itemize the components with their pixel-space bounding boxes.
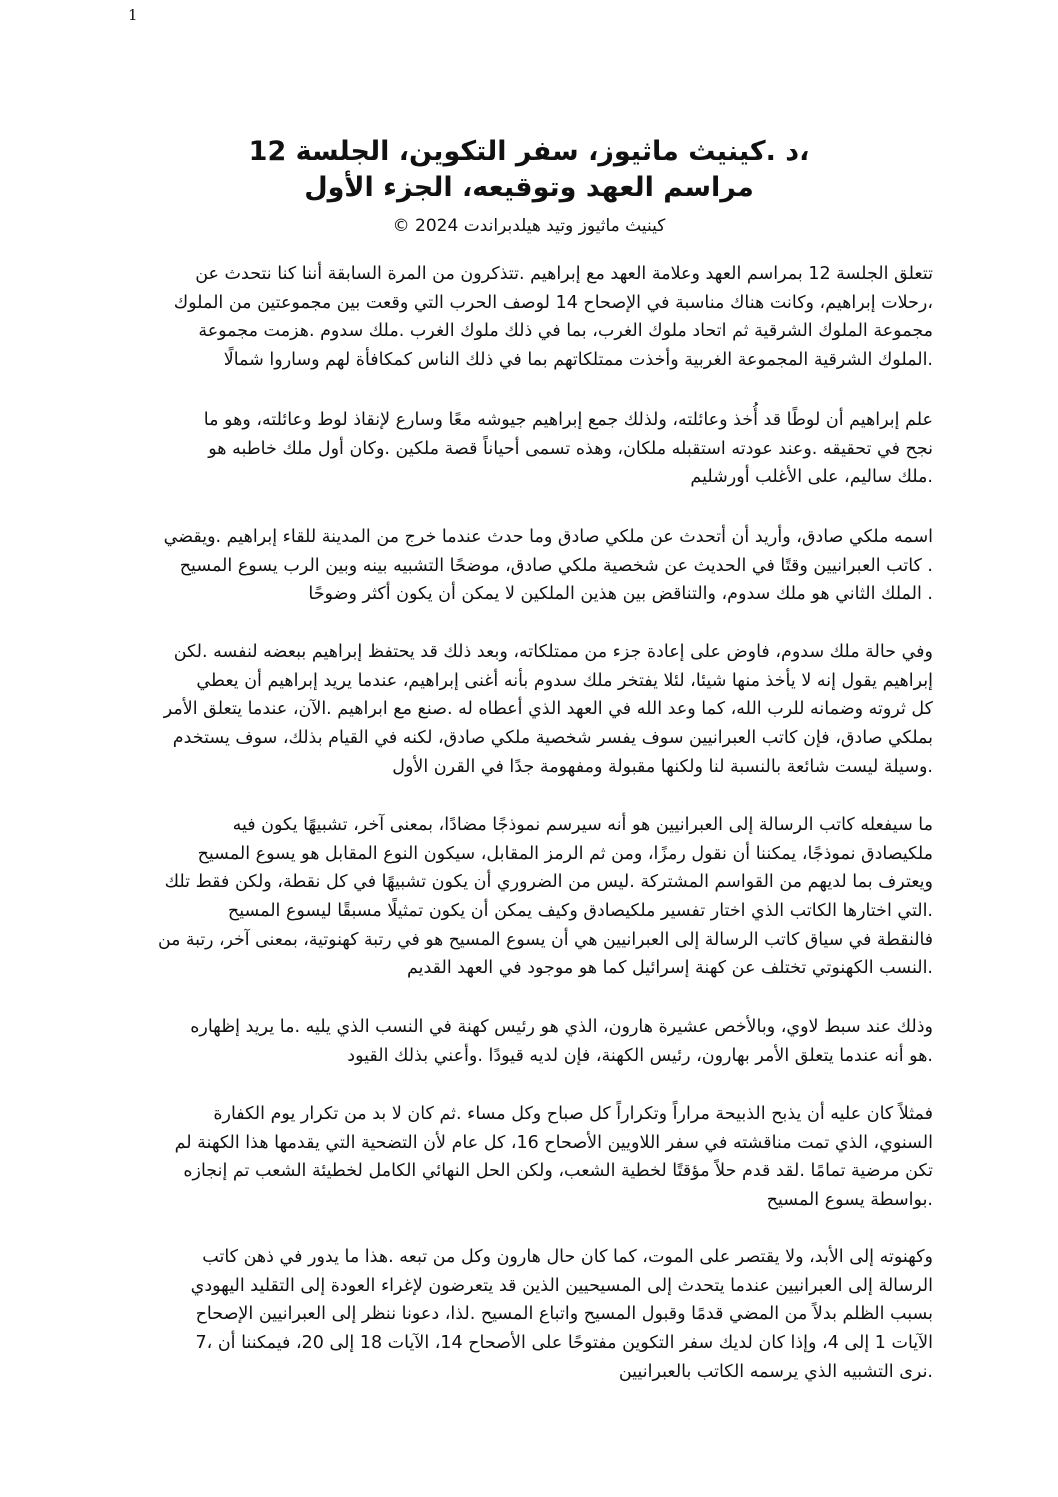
text-line-content: إبراهيم يقول إنه لا يأخذ منها شيئا، لئلا يفتخر ملك سدوم بأنه أغنى إبراهيم، عندما يريد إبراهيم أن يعطي [196,670,933,691]
title-line-2: مراسم العهد وتوقيعه، الجزء الأول [304,172,754,203]
text-line [158,667,933,696]
text-line [158,868,933,897]
text-line-content: وكهنوته إلى الأبد، ولا يقتصر على الموت، كما كان حال هارون وكل من تبعه .هذا ما يدور في ذهن كاتب [202,1247,933,1267]
text-line-content: .التي اختارها الكاتب الذي اختار تفسير ملكيصادق وكيف يمكن أن يكون تمثيلًا مسبقًا ليسوع المسيح [227,901,933,922]
text-line [158,1300,933,1329]
text-line [158,435,933,464]
text-line [158,406,933,435]
text-line-content: بملكي صادق، فإن كاتب العبرانيين سوف يفسر شخصية ملكي صادق، لكنه في القيام بذلك، سوف يستخدم [172,728,933,749]
text-line-content: السنوي، الذي تمت مناقشته في سفر اللاويين الأصحاح 16، كل عام لأن التضحية التي يقدمها هذا الكهنة لم [174,1132,933,1153]
text-line-content: .نرى التشبيه الذي يرسمه الكاتب بالعبرانيين [618,1361,933,1382]
text-line-content: بسبب الظلم بدلاً من المضي قدمًا وقبول المسيح واتباع المسيح .لذا، دعونا ننظر إلى العبرانيين الإصحاح [195,1304,933,1325]
paragraph [158,406,933,492]
text-line [158,897,933,926]
text-line-content: وفي حالة ملك سدوم، فاوض على إعادة جزء من ممتلكاته، وبعد ذلك قد يحتفظ إبراهيم ببعضه لنفسه .لكن [173,642,933,662]
text-line [158,1157,933,1186]
text-line-content: فمثلاً كان عليه أن يذبح الذبيحة مراراً وتكراراً كل صباح وكل مساء .ثم كان لا بد من تكرار يوم الكفارة [213,1104,933,1124]
text-line [158,523,933,552]
paragraph [158,1243,933,1386]
text-line-content: .هو أنه عندما يتعلق الأمر بهارون، رئيس الكهنة، فإن لديه قيودًا .وأعني بذلك القيود [347,1045,933,1066]
text-line-content: .بواسطة يسوع المسيح [766,1190,933,1211]
paragraph [158,523,933,609]
text-line [158,289,933,318]
text-line [158,1272,933,1301]
text-line-content: ،رحلات إبراهيم، وكانت هناك مناسبة في الإصحاح 14 لوصف الحرب التي وقعت بين مجموعتين من الملوك [173,292,933,313]
text-line [158,346,933,375]
copyright-line: كينيث ماثيوز وتيد هيلدبراندت 2024 © [392,216,666,236]
paragraph [158,1013,933,1070]
text-line-content: . كاتب العبرانيين وقتًا في الحديث عن شخصية ملكي صادق، موضحًا التشبيه بينه وبين الرب يسوع المسيح [179,555,933,576]
text-line [158,840,933,869]
text-line [158,811,933,840]
text-line [158,954,933,983]
paragraph [158,1100,933,1215]
text-line [158,926,934,955]
text-line-content: . الملك الثاني هو ملك سدوم، والتناقض بين هذين الملكين لا يمكن أن يكون أكثر وضوحًا [308,584,933,605]
text-line-content: .وسيلة ليست شائعة بالنسبة لنا ولكنها مقبولة ومفهومة جدًا في القرن الأول [392,756,933,777]
text-line [158,1013,933,1042]
text-line [158,463,933,492]
text-line [158,1243,933,1272]
text-line [158,638,933,667]
text-line-content: .الملوك الشرقية المجموعة الغربية وأخذت ممتلكاتهم بما في ذلك الناس كمكافأة لهم وساروا شمالًا [223,350,933,371]
text-line-content: اسمه ملكي صادق، وأريد أن أتحدث عن ملكي صادق وما حدث عندما خرج من المدينة للقاء إبراهيم .ويقضي [163,527,933,547]
text-line [158,1186,933,1215]
text-line-content: .ملك ساليم، على الأغلب أورشليم [690,467,933,488]
text-line [158,552,933,581]
text-line-content: فالنقطة في سياق كاتب الرسالة إلى العبرانيين هي أن يسوع المسيح هو في رتبة كهنوتية، بمعنى آخر، رتبة من [158,929,934,950]
text-line [158,317,933,346]
text-line [158,580,933,609]
text-line-content: كل ثروته وضمانه للرب الله، كما وعد الله في العهد الذي أعطاه له .صنع مع ابراهيم .الآن، عندما يتعلق الأمر [163,699,933,720]
text-line [158,695,933,724]
text-line [158,1329,933,1358]
text-line-content: مجموعة الملوك الشرقية ثم اتحاد ملوك الغرب، بما في ذلك ملوك الغرب .ملك سدوم .هزمت مجموعة [198,321,933,342]
paragraph [158,638,933,781]
paragraph [158,811,933,983]
text-line-content: ما سيفعله كاتب الرسالة إلى العبرانيين هو أنه سيرسم نموذجًا مضادًا، بمعنى آخر، تشبيهًا يكون فيه [232,815,933,835]
text-line [158,724,933,753]
text-line [158,1100,933,1129]
text-line [158,260,933,289]
text-line [158,753,933,782]
text-line-content: .النسب الكهنوتي تختلف عن كهنة إسرائيل كما هو موجود في العهد القديم [406,958,933,979]
text-line [158,1358,933,1387]
text-line-content: ويعترف بما لديهم من القواسم المشتركة .ليس من الضروري أن يكون تشبيهًا في كل نقطة، ولكن فقط تلك [164,872,933,893]
text-line [158,1042,933,1071]
text-line-content: علم إبراهيم أن لوطًا قد أُخذ وعائلته، ولذلك جمع إبراهيم جيوشه معًا وسارع لإنقاذ لوط وعائلته، وهو ما [203,410,933,430]
paragraph [158,260,933,375]
text-line-content: نجح في تحقيقه .وعند عودته استقبله ملكان، وهذه تسمى أحياناً قصة ملكين .وكان أول ملك خاطبه هو [208,438,933,459]
text-line-content: الآيات 1 إلى 4، وإذا كان لديك سفر التكوين مفتوحًا على الأصحاح 14، الآيات 18 إلى 20، فيمكننا أن ،7 [195,1333,933,1354]
text-line-content: الرسالة إلى العبرانيين عندما يتحدث إلى المسيحيين الذين قد يتعرضون لإغراء العودة إلى التقليد اليهودي [190,1275,933,1296]
text-line-content: تكن مرضية تمامًا .لقد قدم حلاً مؤقتًا لخطية الشعب، ولكن الحل النهائي الكامل لخطيئة الشعب تم إنجازه [183,1161,933,1182]
text-line [158,1129,933,1158]
page-number: 1 [128,6,138,24]
title-line-1: ،د .كينيث ماثيوز، سفر التكوين، الجلسة 12 [248,136,810,167]
text-line-content: ملكيصادق نموذجًا، يمكننا أن نقول رمزًا، ومن ثم الرمز المقابل، سيكون النوع المقابل هو يسوع المسيح [197,843,933,864]
text-line-content: تتعلق الجلسة 12 بمراسم العهد وعلامة العهد مع إبراهيم .تتذكرون من المرة السابقة أننا كنا نتحدث عن [195,264,933,284]
text-line-content: وذلك عند سبط لاوي، وبالأخص عشيرة هارون، الذي هو رئيس كهنة في النسب الذي يليه .ما يريد إظهاره [190,1017,933,1037]
